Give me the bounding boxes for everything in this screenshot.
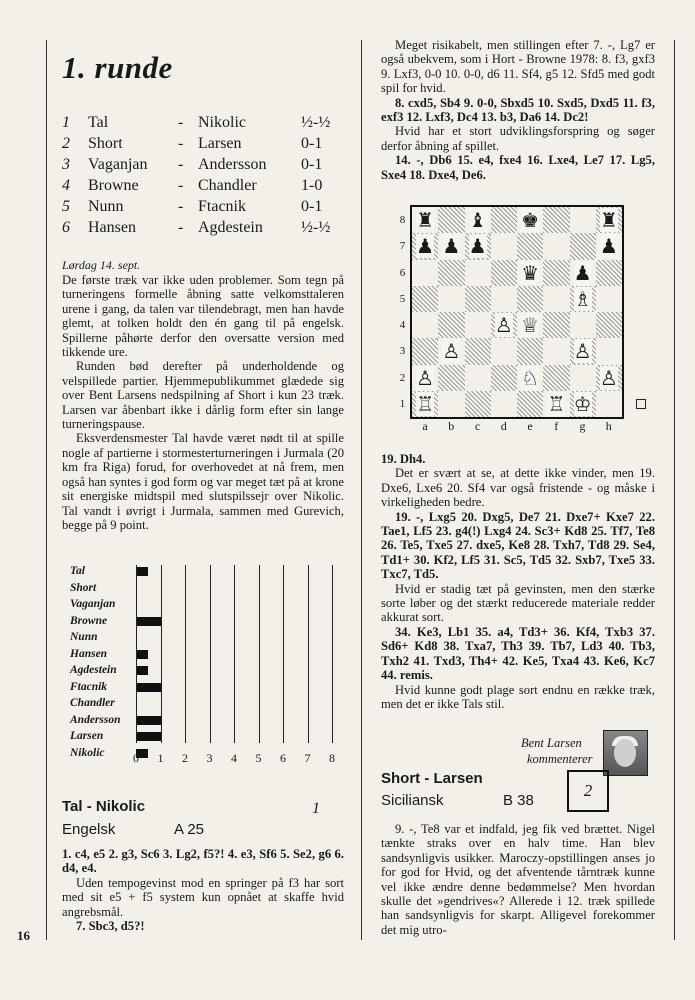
file-label: g [579,419,586,433]
pairing-black: Larsen [198,134,242,152]
pairing-white: Short [88,134,123,152]
right-paragraph-5: Hvid kunne godt plage sort endnu en række træk, men det er ikke Tals stil. [381,682,655,711]
column-rule-middle [361,40,362,940]
rank-label: 1 [399,397,406,410]
board-square [465,260,491,286]
chess-piece [517,260,543,286]
chart-category-label: Nunn [70,631,98,643]
game-1-opening: Engelsk [62,821,116,838]
board-square [543,207,569,233]
date-heading: Lørdag 14. sept. [62,258,141,272]
pairing-dash: - [178,155,184,173]
file-label: c [474,419,481,433]
pairing-dash: - [178,134,184,152]
pairing-white: Vaganjan [88,155,148,173]
board-square [438,286,464,312]
chess-piece-glyph: ♟ [416,234,435,259]
intro-paragraph-2: Runden bød derefter på underholdende og velspillede partier. Hjemmepublikummet glædede sig over Bent Larsens nedspilning af Short i kun 23 træk. Larsen var åbenbart ikke i dårlig form efter sin lange turneringspause. [62,359,344,432]
chess-piece [517,365,543,391]
file-label: f [554,419,559,433]
chart-gridline [185,565,186,743]
chart-category-label: Chandler [70,697,115,709]
pairing-row [62,154,330,175]
board-square [570,207,596,233]
board-square [438,260,464,286]
chess-piece-glyph: ♟ [442,234,461,259]
right-paragraph-1: Meget risikabelt, men stillingen efter 7. -, Lg7 er også ubekvem, som i Hort - Browne 1978: 8. f3, gxf3 9. Lxf3, 0-0 10. 0-0, d6 11. Sf4, g5 12. Sfd5 med godt spil for hvid. [381,38,655,96]
chart-bar [136,716,161,725]
chart-bar [136,683,161,692]
rank-label: 2 [399,371,406,384]
chess-piece [570,286,596,312]
chess-piece-glyph: ♙ [442,339,461,364]
chess-piece [517,312,543,338]
board-square [438,391,464,417]
chess-piece-glyph: ♚ [521,208,540,232]
board-square [543,286,569,312]
chess-piece [465,233,491,259]
board-square [596,391,622,417]
chart-category-label: Agdestein [70,664,117,676]
chart-bar [136,567,148,576]
right-moves-5: 34. Ke3, Lb1 35. a4, Td3+ 36. Kf4, Txb3 37. Sd6+ Kd8 38. Txa7, Th3 39. Tb7, Ld3 40. Tb3, Txh2 41. Txd3, Th4+ 42. Ke5, Txa4 43. Ke6, Kc7 44. remis. [381,624,655,683]
right-moves-3: 19. Dh4. [381,452,426,466]
board-square [438,365,464,391]
game-2-number: 2 [567,770,609,812]
chess-piece-glyph: ♙ [416,365,435,390]
pairing-result: 1-0 [301,176,323,194]
board-square [438,312,464,338]
board-square [491,391,517,417]
board-square [517,286,543,312]
board-square [543,233,569,259]
board-square [491,338,517,364]
board-square [543,260,569,286]
chart-tick-label: 5 [255,751,262,765]
pairing-row [62,196,330,217]
chart-category-label: Ftacnik [70,680,108,693]
chart-gridline [259,565,260,743]
game-1-number: 1 [312,800,320,817]
pairing-dash: - [178,176,184,194]
chart-gridline [210,565,211,743]
chess-board [410,205,624,419]
board-square [543,338,569,364]
file-label: h [605,419,612,433]
chart-tick-label: 7 [304,751,311,765]
chart-tick-label: 1 [157,751,164,765]
page-number: 16 [17,928,30,943]
game-2-eco: B 38 [503,792,534,809]
pairing-black: Chandler [198,176,257,194]
chess-piece [412,365,438,391]
intro-paragraph-1: De første træk var ikke uden problemer. Som tegn på turneringens formelle åbning satte velkomsttaleren urene i gang, da talen var tilendebragt, men han havde glemt, at tolken holdt den én gang til på engelsk. Spillerne påhørte derfor den oversatte version med tikkende ure. [62,273,344,360]
game-1-moves-2: 7. Sbc3, d5?! [76,919,145,934]
chess-piece [596,365,622,391]
pairing-white: Hansen [88,218,136,236]
right-column [381,38,655,182]
pairing-dash: - [178,218,184,236]
board-square [596,286,622,312]
right-paragraph-2: Hvid har et stort udviklingsforspring og søger derfor åbning af spillet. [381,124,655,153]
chart-tick-label: 0 [133,751,139,765]
right-moves-2: 14. -, Db6 15. e4, fxe4 16. Lxe4, Le7 17. Lg5, Sxe4 18. Dxe4, De6. [381,153,655,182]
pairing-white: Browne [88,176,139,194]
game-1-moves-1: 1. c4, e5 2. g3, Sc6 3. Lg2, f5?! 4. e3, Sf6 5. Se2, g6 6. d4, e4. [62,847,344,876]
chess-piece [412,233,438,259]
chess-piece [596,233,622,259]
chess-piece [438,338,464,364]
left-column [62,40,344,532]
board-square [596,338,622,364]
chart-tick-label: 4 [231,751,237,765]
chart-tick-label: 6 [280,751,286,765]
pairing-number: 2 [62,134,70,152]
chess-piece-glyph: ♕ [521,313,540,337]
pairing-result: ½-½ [301,113,331,131]
chess-piece-glyph: ♜ [416,208,435,232]
right-paragraph-3: Det er svært at se, at dette ikke vinder, men 19. Dxe6, Lxe6 20. Sf4 var også fristende - og måske i virkeligheden bedre. [381,466,655,510]
game-2-text: 9. -, Te8 var et indfald, jeg fik ved brættet. Nigel tænkte straks over en halv time. Han blev sandsynligvis usikker. Maroczy-opstillingen anses jo for god for Hvid, og det afventende tårntræk kunne vel ikke ændre denne bedømmelse? Men hvordan skulle det »gendrives«? Allerede i 12. træk spillede han sandsynligvis for skarpt. Alligevel forekommer det mig utro- [381,822,655,937]
chess-piece [412,391,438,417]
chart-tick-label: 8 [329,751,335,765]
chart-gridline [234,565,235,743]
game-1-eco: A 25 [174,821,205,838]
chess-piece-glyph: ♟ [468,234,487,259]
chess-piece [465,207,491,233]
intro-paragraph-3: Eksverdensmester Tal havde været nødt til at spille nogle af partierne i stormesterturneringen i Jurmala (20 km fra Riga) forud, for overhovedet at nå frem, men også han syntes i god form og var meget tæt på at krone sit energiske midtspil med slutspilssejr over Nikolic. Tal vandt i øvrigt i Jurmala, sammen med Gurevich, begge på 9 point. [62,431,344,532]
chart-tick-label: 3 [206,751,213,765]
pairing-white: Tal [88,113,109,131]
chart-gridline [332,565,333,743]
rank-label: 7 [399,240,406,253]
board-square [465,286,491,312]
score-bar-chart [70,565,340,770]
chart-bar [136,732,161,741]
pairing-number: 1 [62,113,70,131]
pairing-result: 0-1 [301,155,323,173]
chess-piece-glyph: ♜ [599,208,618,232]
right-column-lower [381,452,655,711]
pairing-result: 0-1 [301,134,323,152]
game-2-title: Short - Larsen [381,770,483,787]
board-square [491,260,517,286]
chart-gridline [283,565,284,743]
chart-category-label: Nikolic [70,746,105,759]
file-label: b [448,419,455,433]
board-square [543,312,569,338]
chart-category-label: Browne [70,614,108,627]
chart-category-label: Hansen [70,647,108,660]
chart-gridline [136,565,137,743]
right-moves-1: 8. cxd5, Sb4 9. 0-0, Sbxd5 10. Sxd5, Dxd5 11. f3, exf3 12. Lxf3, Dc4 13. b3, Da6 14. Dc2! [381,95,655,125]
chess-piece-glyph: ♙ [599,365,618,390]
chess-piece-glyph: ♛ [521,260,540,285]
chess-piece-glyph: ♟ [599,234,618,259]
game-1-title: Tal - Nikolic [62,798,146,815]
chess-piece-glyph: ♟ [573,260,592,285]
pairing-black: Ftacnik [198,197,246,215]
chart-gridline [161,565,162,743]
rank-label: 3 [399,345,406,358]
chess-piece-glyph: ♙ [573,339,592,364]
chess-piece-glyph: ♘ [521,365,540,390]
game-1 [62,798,344,933]
rank-label: 4 [399,319,406,331]
board-square [438,207,464,233]
board-square [412,286,438,312]
chess-piece [570,391,596,417]
board-square [570,233,596,259]
pairing-black: Nikolic [198,113,246,131]
chart-gridline [308,565,309,743]
board-square [412,338,438,364]
board-square [570,365,596,391]
rank-label: 5 [399,292,406,305]
pairing-white: Nunn [88,197,124,215]
chess-piece-glyph: ♖ [416,391,435,416]
pairing-dash: - [178,197,184,215]
board-square [570,312,596,338]
board-square [465,338,491,364]
file-label: e [527,419,533,433]
board-square [517,391,543,417]
chess-piece [412,207,438,233]
right-moves-4: 19. -, Lxg5 20. Dxg5, De7 21. Dxe7+ Kxe7 22. Tae1, Lf5 23. g4(!) Lxg4 24. Sc3+ Kd8 25. Tf7, Te8 26. Te5, Txe5 27. dxe5, Ke8 28. Txh7, Td8 29. Se4, Td1+ 30. Kf2, Lf5 31. Sc5, Td5 32. Sxb7, Txe5 33. Txc7, Td5. [381,509,655,582]
chess-piece-glyph: ♝ [468,208,487,232]
pairing-row [62,175,330,196]
board-square [412,312,438,338]
chart-tick-label: 2 [182,751,188,765]
board-square [465,365,491,391]
file-label: a [422,419,428,433]
chart-category-label: Andersson [70,713,121,726]
board-square [412,260,438,286]
game-1-comment-1: Uden tempogevinst mod en springer på f3 har sort med sit e5 + f5 system kun opnået at skaffe hvid angrebsmål. [62,875,344,919]
chart-category-label: Vaganjan [70,598,116,610]
chart-category-label: Larsen [70,730,104,742]
board-square [491,207,517,233]
column-rule-right [674,40,675,940]
chart-bar [136,617,161,626]
commentator-photo [603,730,648,776]
chess-piece [517,207,543,233]
file-label: d [500,419,507,433]
commentator-role: kommenterer [527,752,593,766]
pairing-row [62,112,330,133]
board-square [491,233,517,259]
pairing-row [62,133,330,154]
pairing-dash: - [178,113,184,131]
commentator-name: Bent Larsen [521,736,582,750]
chess-piece-glyph: ♔ [573,391,592,416]
pairing-number: 3 [62,155,70,173]
chess-piece [570,260,596,286]
pairing-row [62,217,330,238]
pairing-number: 6 [62,218,70,236]
pairing-number: 5 [62,197,70,215]
chess-piece [570,338,596,364]
chart-bar [136,666,148,675]
chess-piece-glyph: ♗ [573,286,592,311]
pairing-black: Andersson [198,155,267,173]
side-to-move-marker [636,399,646,409]
board-square [465,391,491,417]
pairing-result: ½-½ [301,218,331,236]
column-rule-left [46,40,47,940]
board-square [517,338,543,364]
round-title: 1. runde [62,50,173,85]
board-square [596,312,622,338]
pairing-result: 0-1 [301,197,323,215]
board-square [465,312,491,338]
board-square [596,260,622,286]
chess-piece-glyph: ♖ [547,391,566,416]
rank-label: 8 [399,214,406,226]
board-square [543,365,569,391]
right-paragraph-4: Hvid er stadig tæt på gevinsten, men den stærke sorte løber og det stærkt reducerede materiale redder akkurat sort. [381,581,655,625]
chart-category-label: Short [70,581,97,594]
rank-label: 6 [399,266,406,279]
pairing-black: Agdestein [198,218,263,236]
chess-piece [596,207,622,233]
chart-category-label: Tal [70,565,85,577]
chess-piece [543,391,569,417]
board-square [517,233,543,259]
game-2-header [381,732,655,822]
chess-piece-glyph: ♙ [494,313,513,337]
pairings-table [62,112,330,238]
chart-bar [136,650,148,659]
chess-piece [438,233,464,259]
pairing-number: 4 [62,176,70,194]
board-square [491,365,517,391]
chess-piece [491,312,517,338]
game-2-opening: Siciliansk [381,792,444,809]
board-square [491,286,517,312]
